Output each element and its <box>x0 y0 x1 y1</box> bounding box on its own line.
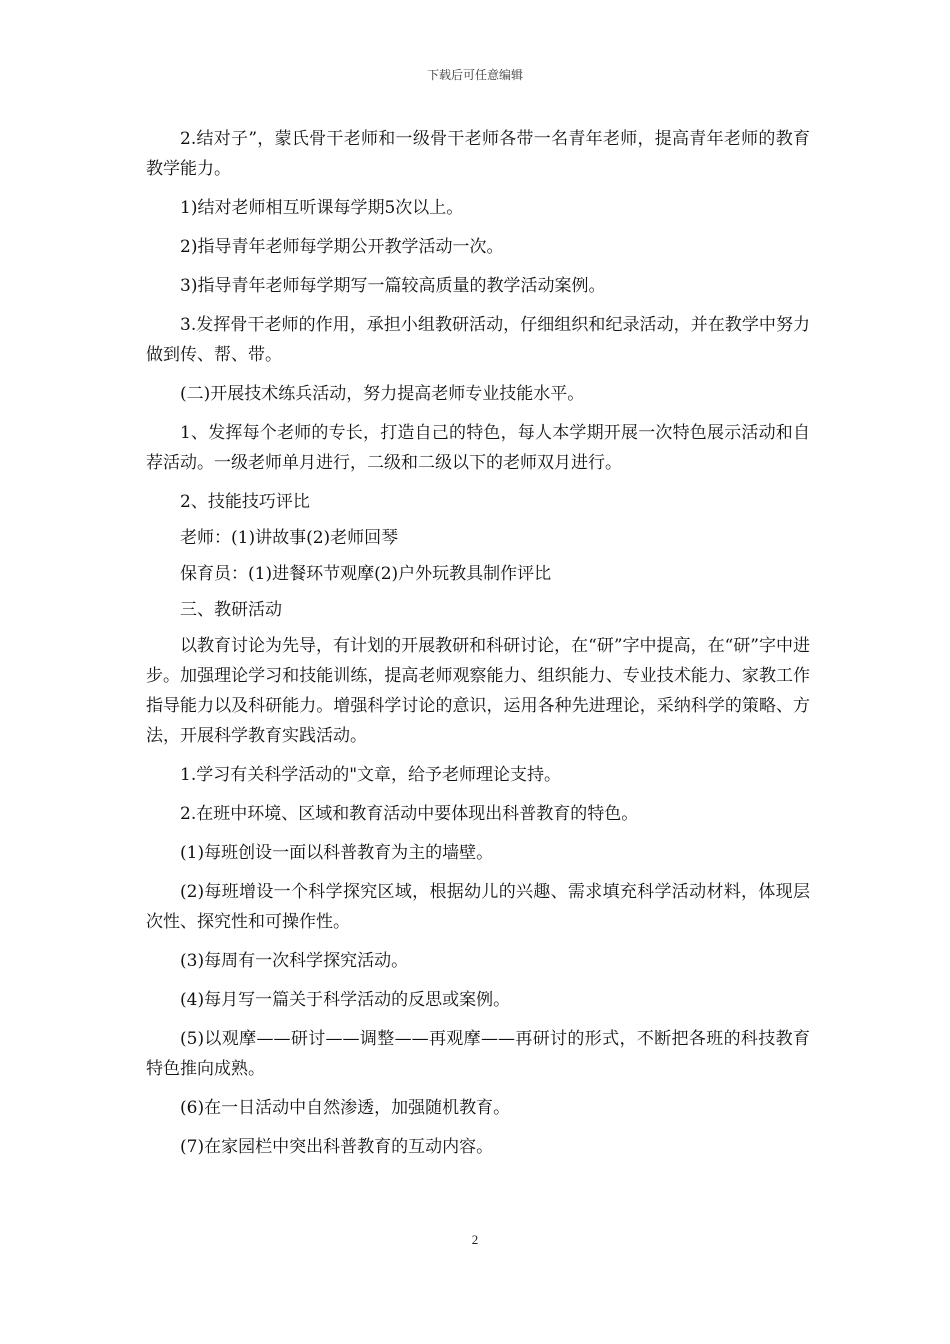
paragraph: (2)每班增设一个科学探究区域，根据幼儿的兴趣、需求填充科学活动材料，体现层次性、探究性和可操作性。 <box>146 882 810 932</box>
paragraph: (3)每周有一次科学探究活动。 <box>180 951 409 971</box>
paragraph: (7)在家园栏中突出科普教育的互动内容。 <box>180 1137 494 1157</box>
paragraph: 2.结对子”，蒙氏骨干老师和一级骨干老师各带一名青年老师，提高青年老师的教育教学能力。 <box>146 129 810 179</box>
paragraph: (1)每班创设一面以科普教育为主的墙壁。 <box>180 843 494 863</box>
paragraph: 3.发挥骨干老师的作用，承担小组教研活动，仔细组织和纪录活动，并在教学中努力做到传、帮、带。 <box>146 315 810 365</box>
page-number: 2 <box>471 1232 479 1247</box>
paragraph: (6)在一日活动中自然渗透，加强随机教育。 <box>180 1098 511 1118</box>
paragraph: 以教育讨论为先导，有计划的开展教研和科研讨论，在“研”字中提高，在“研”字中进步。加强理论学习和技能训练，提高老师观察能力、组织能力、专业技术能力、家教工作指导能力以及科研能力。增强科学讨论的意识，运用各种先进理论，采纳科学的策略、方法，开展科学教育实践活动。 <box>146 636 810 746</box>
paragraph: 2、技能技巧评比 <box>180 492 310 512</box>
paragraph: (4)每月写一篇关于科学活动的反思或案例。 <box>180 990 511 1010</box>
paragraph: 1.学习有关科学活动的"文章，给予老师理论支持。 <box>180 765 562 785</box>
paragraph: 3)指导青年老师每学期写一篇较高质量的教学活动案例。 <box>180 276 606 296</box>
document-body <box>146 124 810 1171</box>
paragraph: 保育员：(1)进餐环节观摩(2)户外玩教具制作评比 <box>180 564 552 584</box>
paragraph: 1)结对老师相互听课每学期5次以上。 <box>180 198 464 218</box>
paragraph: (5)以观摩——研讨——调整——再观摩——再研讨的形式，不断把各班的科技教育特色推向成熟。 <box>146 1029 810 1079</box>
paragraph: (二)开展技术练兵活动，努力提高老师专业技能水平。 <box>180 384 585 404</box>
page-header: 下载后可任意编辑 <box>426 68 523 82</box>
paragraph: 1、发挥每个老师的专长，打造自己的特色，每人本学期开展一次特色展示活动和自荐活动。一级老师单月进行，二级和二级以下的老师双月进行。 <box>146 423 810 473</box>
paragraph: 2)指导青年老师每学期公开教学活动一次。 <box>180 237 504 257</box>
section-heading: 三、教研活动 <box>180 600 282 620</box>
paragraph: 2.在班中环境、区域和教育活动中要体现出科普教育的特色。 <box>180 804 639 824</box>
paragraph: 老师：(1)讲故事(2)老师回琴 <box>180 528 399 548</box>
